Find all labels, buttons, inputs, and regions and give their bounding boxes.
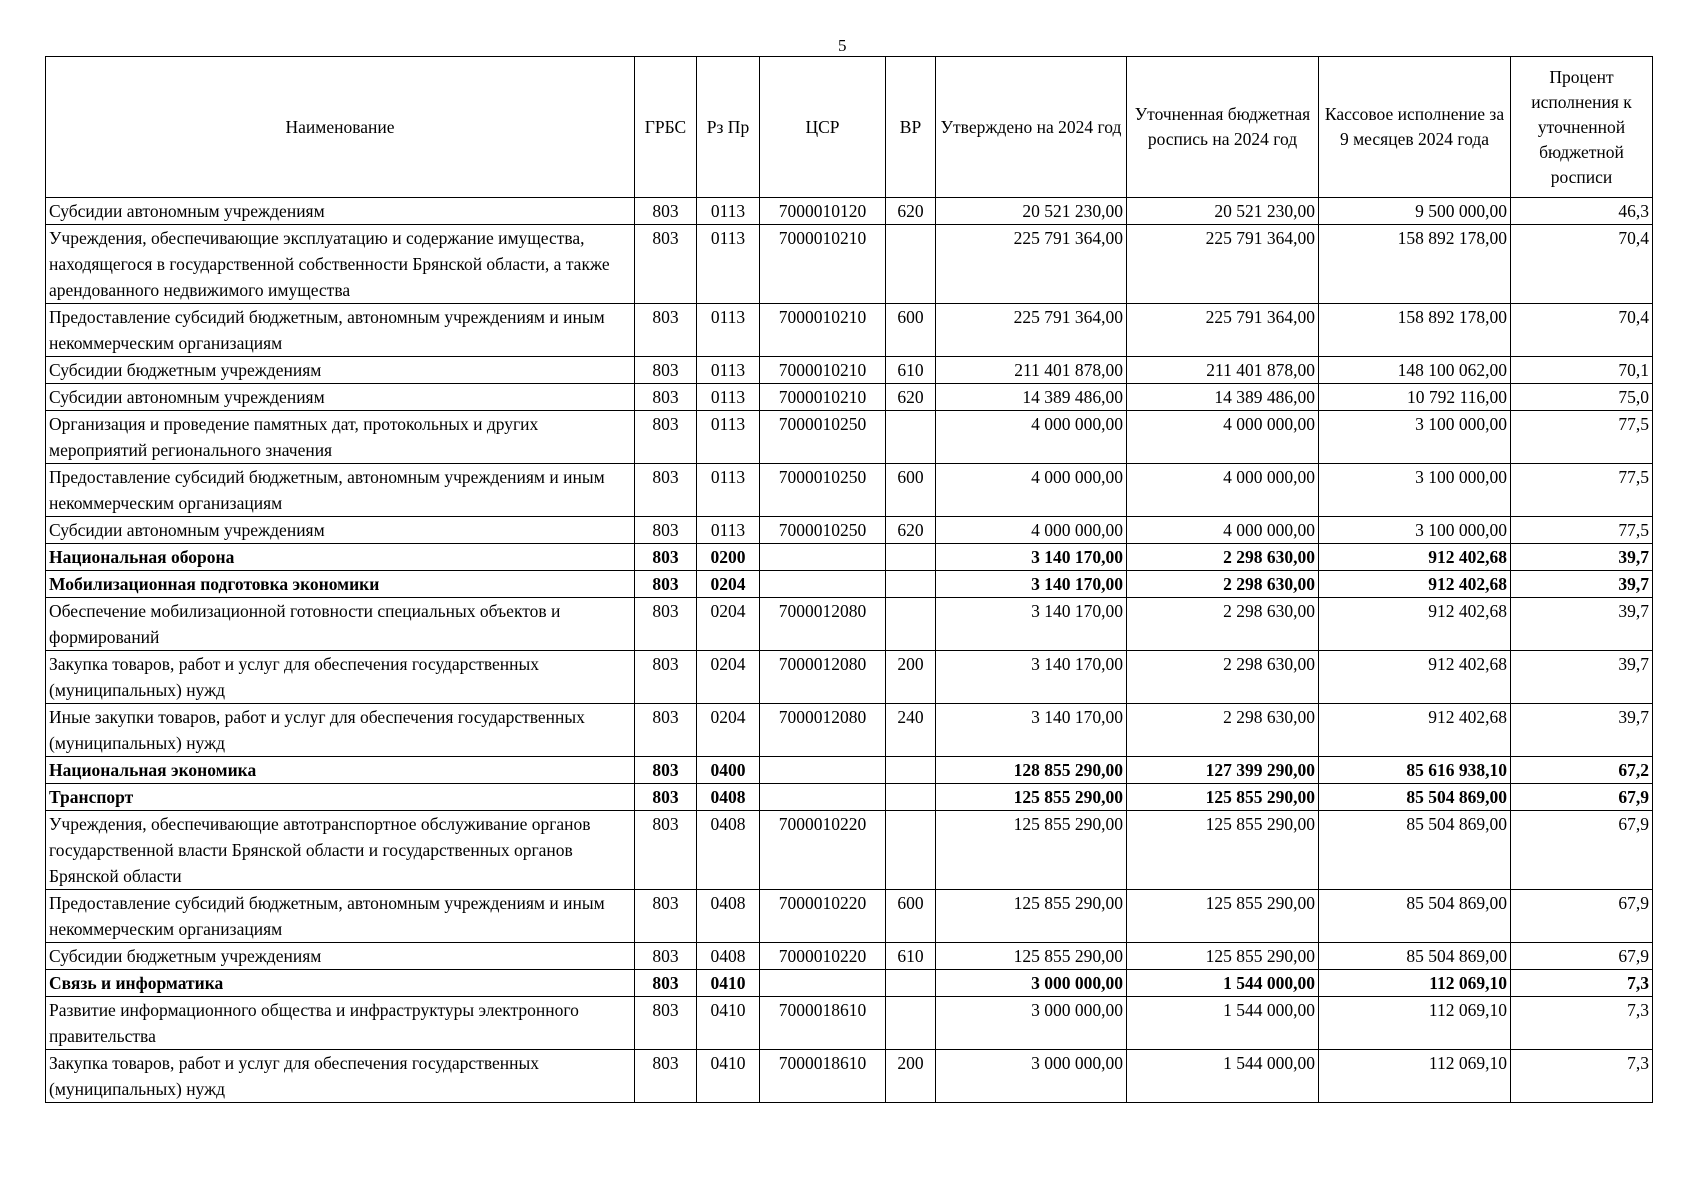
- cell-csr: 7000010250: [760, 411, 886, 464]
- cell-grbs: 803: [635, 757, 697, 784]
- cell-rzpr: 0408: [697, 890, 760, 943]
- cell-csr: 7000010210: [760, 304, 886, 357]
- cell-cash: 112 069,10: [1319, 997, 1511, 1050]
- cell-grbs: 803: [635, 411, 697, 464]
- cell-rzpr: 0113: [697, 411, 760, 464]
- cell-rzpr: 0204: [697, 651, 760, 704]
- cell-cash: 912 402,68: [1319, 598, 1511, 651]
- cell-refined: 2 298 630,00: [1127, 598, 1319, 651]
- cell-rzpr: 0113: [697, 357, 760, 384]
- cell-cash: 158 892 178,00: [1319, 225, 1511, 304]
- cell-approved: 20 521 230,00: [936, 198, 1127, 225]
- cell-csr: 7000010250: [760, 464, 886, 517]
- cell-name: Мобилизационная подготовка экономики: [46, 571, 635, 598]
- cell-grbs: 803: [635, 225, 697, 304]
- cell-vr: 600: [886, 890, 936, 943]
- cell-vr: 620: [886, 198, 936, 225]
- cell-refined: 2 298 630,00: [1127, 651, 1319, 704]
- cell-refined: 2 298 630,00: [1127, 704, 1319, 757]
- cell-cash: 85 616 938,10: [1319, 757, 1511, 784]
- cell-name: Организация и проведение памятных дат, протокольных и других мероприятий регионального значения: [46, 411, 635, 464]
- cell-rzpr: 0200: [697, 544, 760, 571]
- cell-name: Закупка товаров, работ и услуг для обеспечения государственных (муниципальных) нужд: [46, 651, 635, 704]
- cell-vr: 200: [886, 651, 936, 704]
- cell-percent: 39,7: [1511, 651, 1653, 704]
- cell-percent: 39,7: [1511, 571, 1653, 598]
- cell-refined: 1 544 000,00: [1127, 970, 1319, 997]
- cell-cash: 148 100 062,00: [1319, 357, 1511, 384]
- cell-name: Транспорт: [46, 784, 635, 811]
- cell-csr: 7000010120: [760, 198, 886, 225]
- cell-grbs: 803: [635, 970, 697, 997]
- cell-cash: 85 504 869,00: [1319, 811, 1511, 890]
- header-vr: ВР: [886, 57, 936, 198]
- cell-percent: 67,9: [1511, 811, 1653, 890]
- cell-percent: 67,9: [1511, 943, 1653, 970]
- cell-approved: 128 855 290,00: [936, 757, 1127, 784]
- cell-csr: 7000012080: [760, 704, 886, 757]
- cell-refined: 4 000 000,00: [1127, 464, 1319, 517]
- cell-name: Развитие информационного общества и инфраструктуры электронного правительства: [46, 997, 635, 1050]
- cell-percent: 39,7: [1511, 598, 1653, 651]
- cell-percent: 77,5: [1511, 411, 1653, 464]
- table-row: [46, 464, 1653, 517]
- cell-grbs: 803: [635, 784, 697, 811]
- cell-name: Национальная экономика: [46, 757, 635, 784]
- cell-percent: 77,5: [1511, 464, 1653, 517]
- cell-vr: [886, 970, 936, 997]
- cell-name: Субсидии автономным учреждениям: [46, 384, 635, 411]
- cell-vr: 620: [886, 517, 936, 544]
- cell-percent: 67,9: [1511, 890, 1653, 943]
- cell-vr: 610: [886, 357, 936, 384]
- cell-vr: [886, 544, 936, 571]
- cell-refined: 127 399 290,00: [1127, 757, 1319, 784]
- cell-cash: 3 100 000,00: [1319, 464, 1511, 517]
- cell-grbs: 803: [635, 997, 697, 1050]
- cell-percent: 70,4: [1511, 304, 1653, 357]
- cell-vr: 600: [886, 464, 936, 517]
- cell-cash: 112 069,10: [1319, 970, 1511, 997]
- cell-csr: 7000018610: [760, 1050, 886, 1103]
- cell-percent: 70,1: [1511, 357, 1653, 384]
- cell-csr: 7000010220: [760, 890, 886, 943]
- table-row: [46, 198, 1653, 225]
- cell-grbs: 803: [635, 304, 697, 357]
- cell-csr: [760, 784, 886, 811]
- cell-approved: 125 855 290,00: [936, 943, 1127, 970]
- cell-vr: 600: [886, 304, 936, 357]
- cell-grbs: 803: [635, 598, 697, 651]
- table-row: [46, 890, 1653, 943]
- cell-refined: 1 544 000,00: [1127, 997, 1319, 1050]
- cell-cash: 158 892 178,00: [1319, 304, 1511, 357]
- cell-refined: 125 855 290,00: [1127, 943, 1319, 970]
- cell-csr: 7000010220: [760, 811, 886, 890]
- cell-refined: 125 855 290,00: [1127, 784, 1319, 811]
- cell-name: Учреждения, обеспечивающие эксплуатацию и содержание имущества, находящегося в государственной собственности Брянской области, а также арендованного недвижимого имущества: [46, 225, 635, 304]
- cell-grbs: 803: [635, 517, 697, 544]
- cell-name: Связь и информатика: [46, 970, 635, 997]
- cell-approved: 3 000 000,00: [936, 1050, 1127, 1103]
- cell-approved: 3 140 170,00: [936, 598, 1127, 651]
- cell-csr: [760, 757, 886, 784]
- cell-vr: [886, 811, 936, 890]
- cell-grbs: 803: [635, 198, 697, 225]
- cell-vr: [886, 598, 936, 651]
- cell-approved: 211 401 878,00: [936, 357, 1127, 384]
- cell-rzpr: 0113: [697, 198, 760, 225]
- cell-rzpr: 0204: [697, 598, 760, 651]
- cell-rzpr: 0408: [697, 784, 760, 811]
- cell-csr: 7000012080: [760, 598, 886, 651]
- cell-vr: [886, 225, 936, 304]
- cell-rzpr: 0410: [697, 997, 760, 1050]
- cell-rzpr: 0204: [697, 704, 760, 757]
- cell-percent: 77,5: [1511, 517, 1653, 544]
- cell-approved: 4 000 000,00: [936, 411, 1127, 464]
- cell-csr: 7000010210: [760, 384, 886, 411]
- cell-cash: 912 402,68: [1319, 571, 1511, 598]
- cell-vr: 240: [886, 704, 936, 757]
- cell-name: Предоставление субсидий бюджетным, автономным учреждениям и иным некоммерческим организациям: [46, 464, 635, 517]
- cell-grbs: 803: [635, 544, 697, 571]
- table-row: [46, 304, 1653, 357]
- cell-cash: 9 500 000,00: [1319, 198, 1511, 225]
- cell-grbs: 803: [635, 384, 697, 411]
- cell-refined: 211 401 878,00: [1127, 357, 1319, 384]
- cell-name: Субсидии бюджетным учреждениям: [46, 357, 635, 384]
- cell-rzpr: 0400: [697, 757, 760, 784]
- cell-rzpr: 0410: [697, 1050, 760, 1103]
- cell-percent: 70,4: [1511, 225, 1653, 304]
- cell-csr: 7000010220: [760, 943, 886, 970]
- cell-grbs: 803: [635, 890, 697, 943]
- cell-name: Национальная оборона: [46, 544, 635, 571]
- cell-name: Субсидии автономным учреждениям: [46, 198, 635, 225]
- cell-percent: 67,9: [1511, 784, 1653, 811]
- cell-csr: 7000010250: [760, 517, 886, 544]
- cell-grbs: 803: [635, 651, 697, 704]
- header-row: [46, 57, 1653, 198]
- cell-name: Субсидии автономным учреждениям: [46, 517, 635, 544]
- cell-vr: 610: [886, 943, 936, 970]
- cell-refined: 225 791 364,00: [1127, 304, 1319, 357]
- cell-refined: 125 855 290,00: [1127, 811, 1319, 890]
- budget-table: [45, 56, 1653, 1103]
- cell-vr: 620: [886, 384, 936, 411]
- header-approved: Утверждено на 2024 год: [936, 57, 1127, 198]
- cell-csr: 7000010210: [760, 357, 886, 384]
- cell-approved: 14 389 486,00: [936, 384, 1127, 411]
- cell-csr: [760, 571, 886, 598]
- header-rzpr: Рз Пр: [697, 57, 760, 198]
- cell-csr: 7000010210: [760, 225, 886, 304]
- cell-name: Субсидии бюджетным учреждениям: [46, 943, 635, 970]
- cell-approved: 3 140 170,00: [936, 544, 1127, 571]
- cell-rzpr: 0113: [697, 225, 760, 304]
- table-row: [46, 357, 1653, 384]
- header-csr: ЦСР: [760, 57, 886, 198]
- cell-percent: 7,3: [1511, 997, 1653, 1050]
- table-row-section: [46, 757, 1653, 784]
- header-name: Наименование: [46, 57, 635, 198]
- cell-rzpr: 0113: [697, 464, 760, 517]
- cell-cash: 912 402,68: [1319, 704, 1511, 757]
- cell-grbs: 803: [635, 811, 697, 890]
- cell-name: Предоставление субсидий бюджетным, автономным учреждениям и иным некоммерческим организациям: [46, 304, 635, 357]
- header-refined: Уточненная бюджетная роспись на 2024 год: [1127, 57, 1319, 198]
- cell-grbs: 803: [635, 571, 697, 598]
- cell-approved: 3 140 170,00: [936, 704, 1127, 757]
- cell-grbs: 803: [635, 464, 697, 517]
- cell-grbs: 803: [635, 357, 697, 384]
- table-row: [46, 651, 1653, 704]
- header-percent: Процент исполнения к уточненной бюджетной росписи: [1511, 57, 1653, 198]
- cell-cash: 112 069,10: [1319, 1050, 1511, 1103]
- cell-percent: 39,7: [1511, 544, 1653, 571]
- table-row-section: [46, 544, 1653, 571]
- cell-approved: 3 140 170,00: [936, 651, 1127, 704]
- cell-percent: 39,7: [1511, 704, 1653, 757]
- cell-csr: 7000018610: [760, 997, 886, 1050]
- cell-refined: 14 389 486,00: [1127, 384, 1319, 411]
- cell-percent: 7,3: [1511, 1050, 1653, 1103]
- cell-rzpr: 0204: [697, 571, 760, 598]
- cell-refined: 1 544 000,00: [1127, 1050, 1319, 1103]
- table-row: [46, 384, 1653, 411]
- cell-grbs: 803: [635, 943, 697, 970]
- cell-cash: 3 100 000,00: [1319, 411, 1511, 464]
- page-number: 5: [838, 36, 847, 55]
- cell-approved: 125 855 290,00: [936, 890, 1127, 943]
- cell-refined: 125 855 290,00: [1127, 890, 1319, 943]
- cell-approved: 125 855 290,00: [936, 811, 1127, 890]
- cell-vr: 200: [886, 1050, 936, 1103]
- cell-csr: 7000012080: [760, 651, 886, 704]
- cell-cash: 912 402,68: [1319, 651, 1511, 704]
- table-body: [46, 198, 1653, 1103]
- cell-approved: 225 791 364,00: [936, 304, 1127, 357]
- cell-percent: 7,3: [1511, 970, 1653, 997]
- cell-vr: [886, 571, 936, 598]
- cell-name: Обеспечение мобилизационной готовности специальных объектов и формирований: [46, 598, 635, 651]
- table-row: [46, 225, 1653, 304]
- cell-name: Предоставление субсидий бюджетным, автономным учреждениям и иным некоммерческим организациям: [46, 890, 635, 943]
- cell-refined: 4 000 000,00: [1127, 411, 1319, 464]
- table-row: [46, 943, 1653, 970]
- cell-approved: 3 140 170,00: [936, 571, 1127, 598]
- table-row-section: [46, 571, 1653, 598]
- table-row-section: [46, 784, 1653, 811]
- cell-refined: 2 298 630,00: [1127, 544, 1319, 571]
- cell-rzpr: 0410: [697, 970, 760, 997]
- cell-rzpr: 0113: [697, 517, 760, 544]
- cell-vr: [886, 411, 936, 464]
- cell-cash: 10 792 116,00: [1319, 384, 1511, 411]
- cell-cash: 85 504 869,00: [1319, 784, 1511, 811]
- cell-csr: [760, 544, 886, 571]
- cell-vr: [886, 757, 936, 784]
- cell-percent: 46,3: [1511, 198, 1653, 225]
- cell-vr: [886, 997, 936, 1050]
- cell-csr: [760, 970, 886, 997]
- cell-approved: 3 000 000,00: [936, 970, 1127, 997]
- cell-cash: 912 402,68: [1319, 544, 1511, 571]
- cell-percent: 75,0: [1511, 384, 1653, 411]
- cell-grbs: 803: [635, 1050, 697, 1103]
- cell-refined: 4 000 000,00: [1127, 517, 1319, 544]
- table-row: [46, 598, 1653, 651]
- cell-approved: 3 000 000,00: [936, 997, 1127, 1050]
- header-grbs: ГРБС: [635, 57, 697, 198]
- cell-cash: 85 504 869,00: [1319, 890, 1511, 943]
- cell-name: Закупка товаров, работ и услуг для обеспечения государственных (муниципальных) нужд: [46, 1050, 635, 1103]
- table-row: [46, 704, 1653, 757]
- cell-rzpr: 0408: [697, 943, 760, 970]
- table-row: [46, 517, 1653, 544]
- header-cash: Кассовое исполнение за 9 месяцев 2024 года: [1319, 57, 1511, 198]
- cell-rzpr: 0113: [697, 384, 760, 411]
- cell-cash: 3 100 000,00: [1319, 517, 1511, 544]
- cell-refined: 225 791 364,00: [1127, 225, 1319, 304]
- cell-cash: 85 504 869,00: [1319, 943, 1511, 970]
- cell-approved: 4 000 000,00: [936, 517, 1127, 544]
- table-row: [46, 411, 1653, 464]
- cell-rzpr: 0113: [697, 304, 760, 357]
- cell-approved: 125 855 290,00: [936, 784, 1127, 811]
- table-row-section: [46, 970, 1653, 997]
- cell-approved: 225 791 364,00: [936, 225, 1127, 304]
- cell-name: Учреждения, обеспечивающие автотранспортное обслуживание органов государственной власти Брянской области и государственных органов Брянской области: [46, 811, 635, 890]
- table-row: [46, 1050, 1653, 1103]
- cell-percent: 67,2: [1511, 757, 1653, 784]
- cell-rzpr: 0408: [697, 811, 760, 890]
- cell-approved: 4 000 000,00: [936, 464, 1127, 517]
- cell-vr: [886, 784, 936, 811]
- table-row: [46, 997, 1653, 1050]
- cell-refined: 20 521 230,00: [1127, 198, 1319, 225]
- table-row: [46, 811, 1653, 890]
- cell-name: Иные закупки товаров, работ и услуг для обеспечения государственных (муниципальных) нужд: [46, 704, 635, 757]
- cell-refined: 2 298 630,00: [1127, 571, 1319, 598]
- cell-grbs: 803: [635, 704, 697, 757]
